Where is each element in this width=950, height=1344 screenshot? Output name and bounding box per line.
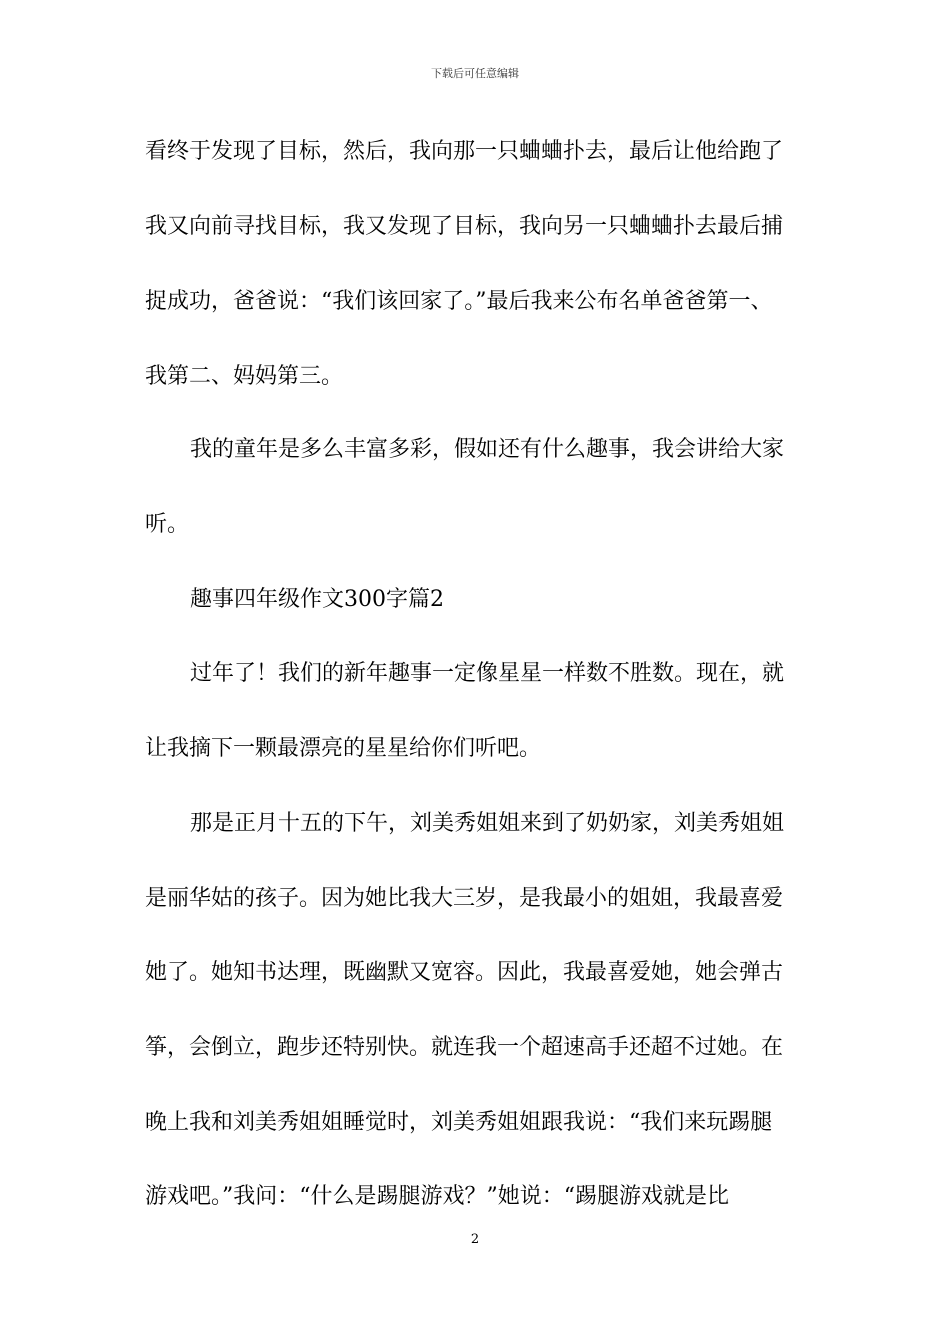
paragraph-first-line: 过年了！我们的新年趣事一定像星星一样数不胜数。现在，就 <box>190 661 785 686</box>
text-line: 筝，会倒立，跑步还特别快。就连我一个超速高手还超不过她。在 <box>145 1035 784 1060</box>
text-line: 听。 <box>145 512 190 537</box>
paragraph-first-line: 我的童年是多么丰富多彩，假如还有什么趣事，我会讲给大家 <box>190 437 785 462</box>
text-line: 她了。她知书达理，既幽默又宽容。因此，我最喜爱她，她会弹古 <box>145 960 784 985</box>
text-line: 捉成功，爸爸说：“我们该回家了。”最后我来公布名单爸爸第一、 <box>145 289 773 314</box>
paragraph-first-line: 那是正月十五的下午，刘美秀姐姐来到了奶奶家，刘美秀姐姐 <box>190 811 785 836</box>
text-line: 是丽华姑的孩子。因为她比我大三岁，是我最小的姐姐，我最喜爱 <box>145 886 784 911</box>
text-line: 晚上我和刘美秀姐姐睡觉时，刘美秀姐姐跟我说：“我们来玩踢腿 <box>145 1110 773 1135</box>
section-heading: 趣事四年级作文300字篇2 <box>190 587 444 612</box>
page-header-note: 下载后可任意编辑 <box>431 67 519 80</box>
text-line: 我又向前寻找目标，我又发现了目标，我向另一只蛐蛐扑去最后捕 <box>145 214 784 239</box>
text-line: 让我摘下一颗最漂亮的星星给你们听吧。 <box>145 736 542 761</box>
text-line: 看终于发现了目标，然后，我向那一只蛐蛐扑去，最后让他给跑了 <box>145 139 784 164</box>
text-line: 我第二、妈妈第三。 <box>145 364 344 389</box>
page-number: 2 <box>470 1232 480 1247</box>
text-line: 游戏吧。”我问：“什么是踢腿游戏？”她说：“踢腿游戏就是比 <box>145 1184 729 1209</box>
